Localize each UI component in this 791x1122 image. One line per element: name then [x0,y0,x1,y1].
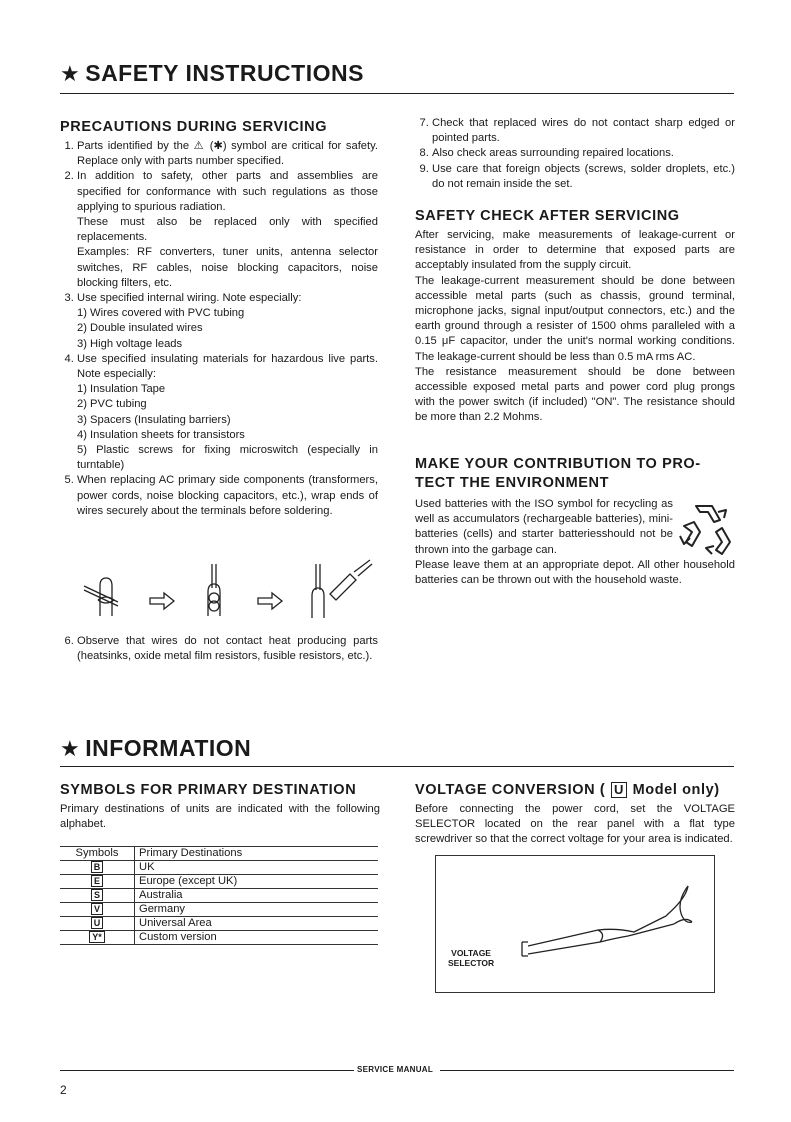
safety-heading-text: SAFETY INSTRUCTIONS [85,60,364,86]
destination-name: Custom version [135,931,379,945]
table-header-row [60,847,378,861]
sub-list-item: 5) Plastic screws for fixing microswitch (especially in turntable) [77,444,378,472]
symbols-intro: Primary destinations of units are indicated with the following alphabet. [60,803,380,831]
safety-heading-rule [60,93,734,94]
list-item: 3. Use specified internal wiring. Note especially: 1) Wires covered with PVC tubing 2) Double insulated wires 3) High voltage leads [77,291,378,352]
sub-list-item: 2) PVC tubing [77,398,147,411]
sub-list-item: 4) Insulation sheets for transistors [77,428,245,441]
list-item: 5. When replacing AC primary side components (transformers, power cords, noise blocking capacitors, etc.), wrap ends of wires securely about the terminals before soldering. [77,473,378,519]
list-item: 4. Use specified insulating materials for hazardous live parts. Note especially: 1) Insulation Tape 2) PVC tubing 3) Spacers (Insulating barriers) 4) Insulation sheets for transistors 5) Plastic screws for fixing microswitch (especially in turntable) [77,352,378,474]
list-item-extra: These must also be replaced only with specified replacements. [77,216,378,244]
information-heading-text: INFORMATION [85,735,252,761]
precautions-list-right [415,116,735,192]
symbols-section [60,781,380,832]
list-item: 7. Check that replaced wires do not contact sharp edged or pointed parts. [432,116,735,146]
list-item: 2. In addition to safety, other parts and assemblies are specified for conformance with such regulations as those applying to spurious radiation. These must also be replaced only with specified replacements. Examples: RF converters, tuner units, antenna selector switches, RF cables, noise blocking capacitors, noise blocking filters, etc. [77,169,378,291]
arrow-right-icon [258,593,282,609]
wire-wrapping-illustration [78,556,378,626]
list-item: 9. Use care that foreign objects (screws, solder droplets, etc.) do not remain inside the set. [432,162,735,192]
precautions-section [60,118,378,519]
footer-rule-left [60,1070,354,1071]
terminal-icon [208,564,220,616]
star-icon: ★ [60,61,81,86]
sub-list-item: 1) Insulation Tape [77,383,166,396]
voltage-body: Before connecting the power cord, set the VOLTAGE SELECTOR located on the rear panel with a flat type screwdriver so that the correct voltage for your area is indicated. [415,803,735,846]
sub-list-item: 3) High voltage leads [77,337,183,350]
symbols-heading: SYMBOLS FOR PRIMARY DESTINATION [60,782,357,798]
destination-name: Europe (except UK) [135,875,379,889]
destination-name: Universal Area [135,917,379,931]
destination-symbol: V [91,903,103,915]
recycle-icon [676,500,734,558]
precautions-heading: PRECAUTIONS DURING SERVICING [60,119,328,135]
footer-rule-right [440,1070,734,1071]
destinations-table [60,846,378,945]
environment-body: Used batteries with the ISO symbol for recycling as well as accumulators (rechargeable batteries), mini-batteries (cells) and starter batteriesshould not be thrown into the garbage can. Please leave them at an appropriate depot. All other household batteries can be thrown out with the household waste. [415,498,735,587]
precautions-list-continued [60,634,378,664]
list-item: 1. Parts identified by the ⚠ (✱) symbol are critical for safety. Replace only with parts number specified. [77,139,378,169]
list-item-extra: Examples: RF converters, tuner units, antenna selector switches, RF cables, noise blocking capacitors, noise blocking filters, etc. [77,246,378,289]
sub-list-item: 1) Wires covered with PVC tubing [77,307,245,320]
destination-symbol: U [91,917,104,929]
safety-check-heading: SAFETY CHECK AFTER SERVICING [415,208,680,224]
column-header-symbols: Symbols [60,847,135,861]
sub-list-item: 3) Spacers (Insulating barriers) [77,413,231,426]
destination-symbol: Y* [89,931,105,943]
information-heading [60,735,251,762]
safety-check-body: After servicing, make measurements of leakage-current or resistance in order to determine that exposed parts are acceptably insulated from the supply circuit. The leakage-current measurement should be done between accessible metal parts (such as chassis, ground terminal, microphone jacks, signal input/output connectors, etc.) and the earth ground through a resister of 1500 ohms paralleled with a 0.15 μF capacitor, under the unit's normal working conditions. The leakage-current should be less than 0.5 mA rms AC. The resistance measurement should be done between accessible exposed metal parts and power cord plug prongs with the power switch (if included) "ON". The resistance should be more than 2.2 Mohms. [415,229,735,424]
sub-list-item: 2) Double insulated wires [77,322,203,335]
star-icon: ★ [60,736,81,761]
table-row [60,931,378,945]
safety-heading [60,60,364,87]
terminal-icon [84,578,118,616]
destination-symbol: S [91,889,103,901]
precautions-continued [415,116,735,192]
voltage-heading: VOLTAGE CONVERSION ( U Model only) [415,782,720,798]
column-header-destinations: Primary Destinations [135,847,379,861]
arrow-right-icon [150,593,174,609]
voltage-section [415,781,735,848]
soldering-iron-icon [312,560,372,618]
model-u-symbol: U [611,782,627,798]
destination-symbol: B [91,861,104,873]
table-row [60,875,378,889]
voltage-selector-figure [435,855,715,993]
precautions-item-6 [60,634,378,664]
destination-name: Australia [135,889,379,903]
footer-label: SERVICE MANUAL [357,1065,434,1074]
figure-label: VOLTAGE SELECTOR [448,948,495,968]
information-heading-rule [60,766,734,767]
sub-list [77,306,378,352]
table-row [60,917,378,931]
sub-list [77,382,378,473]
precautions-list [60,139,378,519]
list-item: 8. Also check areas surrounding repaired locations. [432,146,735,161]
list-item: 6. Observe that wires do not contact heat producing parts (heatsinks, oxide metal film resistors, fusible resistors, etc.). [77,634,378,664]
table-row [60,903,378,917]
table-row [60,889,378,903]
screwdriver-icon [516,876,706,976]
table-row [60,861,378,875]
destination-name: UK [135,861,379,875]
environment-heading: MAKE YOUR CONTRIBUTION TO PRO- TECT THE ENVIRONMENT [415,456,701,491]
destination-symbol: E [91,875,103,887]
page-number: 2 [60,1083,67,1097]
safety-check-section [415,207,735,426]
destination-name: Germany [135,903,379,917]
